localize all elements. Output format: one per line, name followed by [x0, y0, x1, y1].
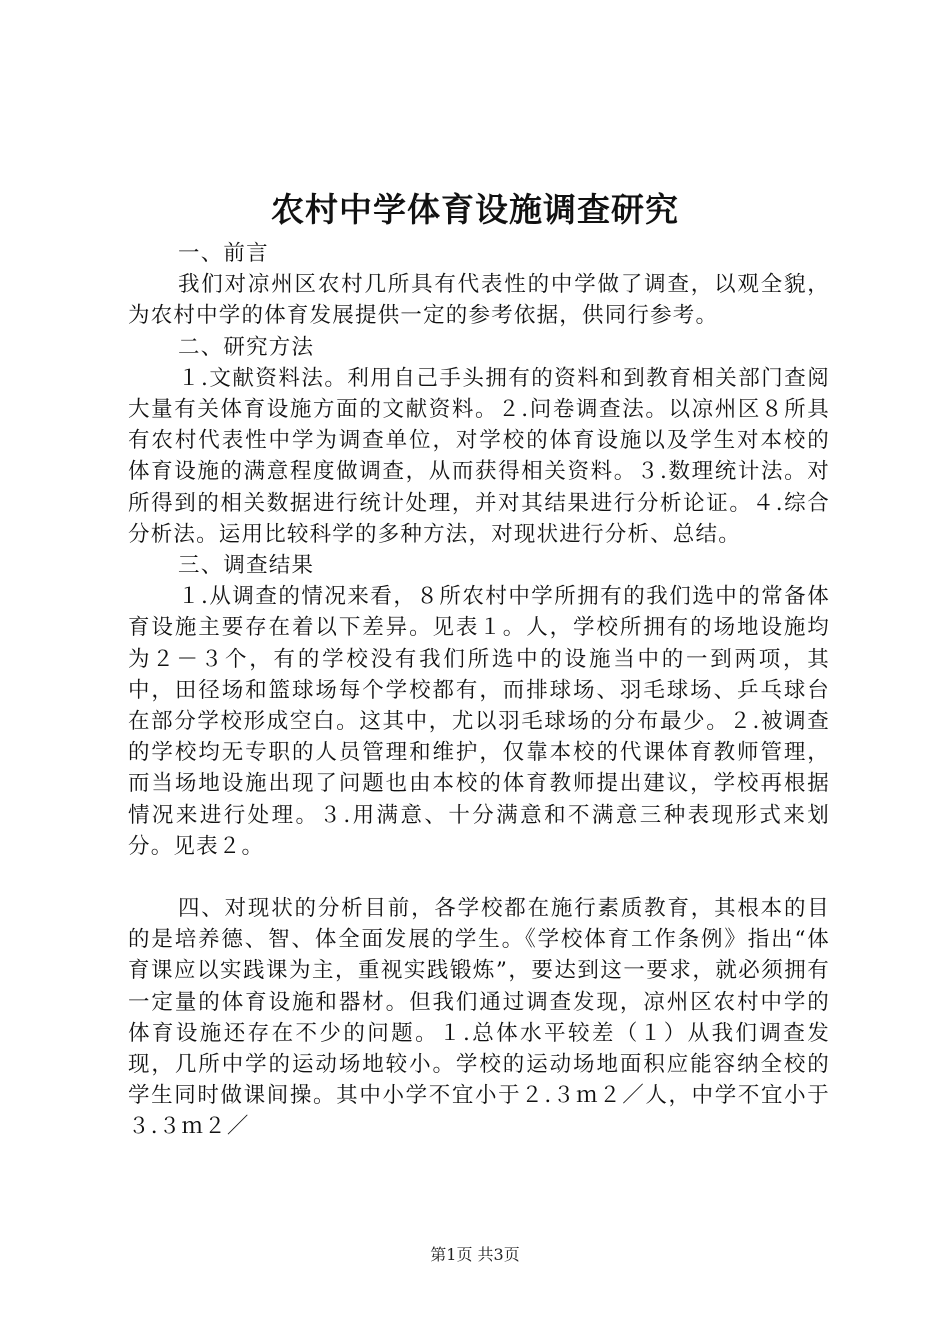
section-heading-results: 三、调查结果: [178, 553, 315, 579]
section-heading-preface: 一、前言: [178, 241, 269, 266]
paragraph-methods: １.文献资料法。利用自己手头拥有的资料和到教育相关部门查阅大量有关体育设施方面的文献资料。２.问卷调查法。以凉州区８所具有农村代表性中学为调查单位，对学校的体育设施以及学生对本校的体育设施的满意程度做调查，从而获得相关资料。３.数理统计法。对所得到的相关数据进行统计处理，并对其结果进行分析论证。４.综合分析法。运用比较科学的多种方法，对现状进行分析、总结。: [128, 365, 830, 547]
document-body: [128, 238, 830, 1143]
section-heading-methods: 二、研究方法: [178, 334, 315, 360]
paragraph-results: １.从调查的情况来看，８所农村中学所拥有的我们选中的常备体育设施主要存在着以下差异。见表１。人，学校所拥有的场地设施均为２－３个，有的学校没有我们所选中的设施当中的一到两项，其中，田径场和篮球场每个学校都有，而排球场、羽毛球场、乒乓球台在部分学校形成空白。这其中，尤以羽毛球场的分布最少。２.被调查的学校均无专职的人员管理和维护，仅靠本校的代课体育教师管理，而当场地设施出现了问题也由本校的体育教师提出建议，学校再根据情况来进行处理。３.用满意、十分满意和不满意三种表现形式来划分。见表２。: [128, 584, 830, 859]
paragraph-analysis: 四、对现状的分析目前，各学校都在施行素质教育，其根本的目的是培养德、智、体全面发展的学生。《学校体育工作条例》指出“体育课应以实践课为主，重视实践锻炼”，要达到这一要求，就必须拥有一定量的体育设施和器材。但我们通过调查发现，凉州区农村中学的体育设施还存在不少的问题。１.总体水平较差（１）从我们调查发现，几所中学的运动场地较小。学校的运动场地面积应能容纳全校的学生同时做课间操。其中小学不宜小于２.３ｍ２／人，中学不宜小于３.３ｍ２／: [128, 896, 830, 1140]
document-title: 农村中学体育设施调查研究: [271, 190, 679, 229]
page-number: 第1页 共3页: [430, 1245, 520, 1264]
paragraph-preface: 我们对凉州区农村几所具有代表性的中学做了调查，以观全貌，为农村中学的体育发展提供一定的参考依据，供同行参考。: [128, 272, 830, 329]
